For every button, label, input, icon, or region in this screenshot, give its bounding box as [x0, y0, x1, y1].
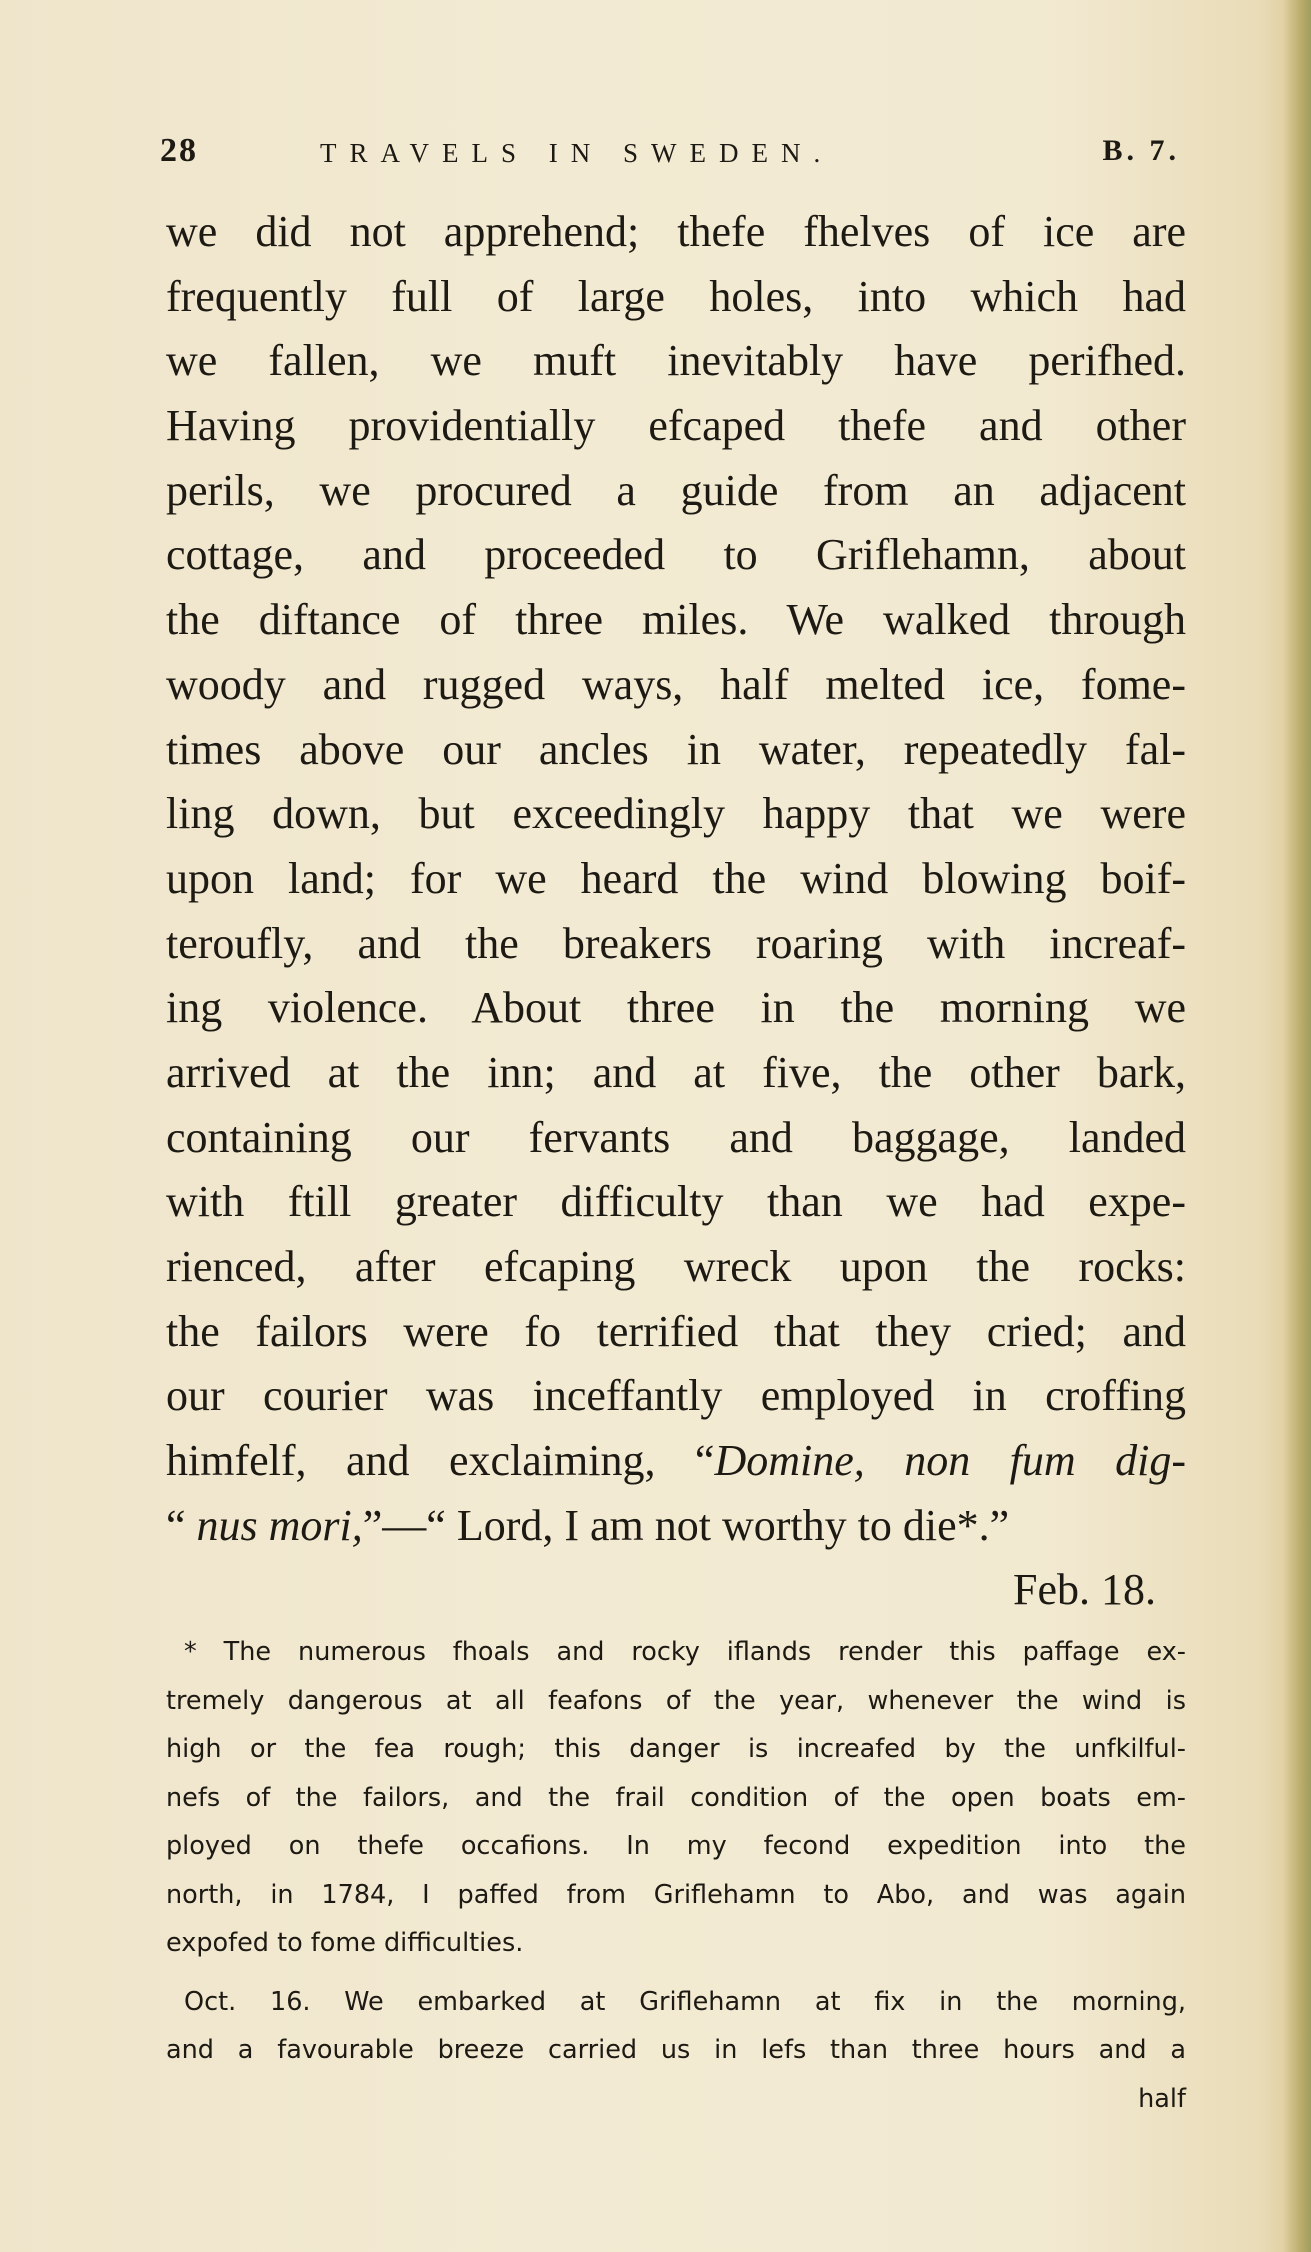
body-line: rienced, after efcaping wreck upon the rocks:: [166, 1242, 1186, 1291]
body-line: woody and rugged ways, half melted ice, fome-: [166, 659, 1186, 709]
body-line: times above our ancles in water, repeatedly fal-: [166, 724, 1186, 774]
quote-text: himfelf, and exclaiming, “: [166, 1436, 715, 1486]
footnote-oct-line: Oct. 16. We embarked at Griflehamn at fix in the morning,: [184, 1986, 1186, 2017]
body-line: Having providentially efcaped thefe and other: [166, 401, 1186, 451]
running-title: TRAVELS IN SWEDEN.: [320, 138, 834, 168]
quote-mark: “: [166, 1500, 197, 1550]
footnote-gap: [166, 1968, 1186, 1978]
date-heading: Feb. 18.: [1013, 1565, 1156, 1615]
running-header: [160, 132, 1180, 180]
page-edge-shadow: [1283, 0, 1311, 2252]
footnote-line: expofed to fome difficulties.: [166, 1928, 524, 1958]
footnote-line: tremely dangerous at all feafons of the year, whenever the wind is: [166, 1685, 1186, 1716]
footnote: [166, 1628, 1186, 2123]
body-line: we fallen, we muft inevitably have perifhed.: [166, 336, 1186, 386]
body-line: the failors were fo terrified that they cried; and: [166, 1306, 1186, 1356]
body-line: upon land; for we heard the wind blowing boif-: [166, 853, 1186, 903]
body-line: our courier was inceffantly employed in croffing: [166, 1371, 1186, 1421]
book-number: B. 7.: [1102, 134, 1180, 167]
body-line: the diftance of three miles. We walked through: [166, 595, 1186, 645]
page-number: 28: [160, 132, 198, 169]
footnote-line: ployed on thefe occafions. In my fecond expedition into the: [166, 1831, 1186, 1861]
body-line: perils, we procured a guide from an adjacent: [166, 465, 1186, 515]
body-line: teroufly, and the breakers roaring with increaf-: [166, 918, 1186, 968]
footnote-oct-line: and a favourable breeze carried us in lefs than three hours and a: [166, 2035, 1186, 2065]
latin-quote-end: nus mori,: [196, 1500, 363, 1550]
footnote-line: high or the fea rough; this danger is increafed by the unfkilful-: [166, 1734, 1186, 1764]
catchword: half: [1138, 2083, 1186, 2114]
body-line-quote-end: [166, 1494, 1186, 1559]
body-line: frequently full of large holes, into which had: [166, 271, 1186, 321]
body-line: with ftill greater difficulty than we had expe-: [166, 1177, 1186, 1227]
body-text: [166, 200, 1186, 1623]
body-line: we did not apprehend; thefe fhelves of ice are: [166, 207, 1186, 256]
body-line-quote: [166, 1429, 1186, 1494]
body-line: ling down, but exceedingly happy that we were: [166, 789, 1186, 839]
latin-quote: Domine, non fum dig-: [714, 1436, 1186, 1486]
body-line: cottage, and proceeded to Griflehamn, about: [166, 530, 1186, 580]
translation-text: ”—“ Lord, I am not worthy to die*.”: [362, 1500, 1010, 1550]
footnote-line: nefs of the failors, and the frail condition of the open boats em-: [166, 1782, 1186, 1813]
body-line: ing violence. About three in the morning we: [166, 983, 1186, 1033]
footnote-line: north, in 1784, I paffed from Griflehamn to Abo, and was again: [166, 1879, 1186, 1910]
footnote-line: * The numerous fhoals and rocky iflands render this paffage ex-: [184, 1637, 1186, 1667]
body-line: containing our fervants and baggage, landed: [166, 1112, 1186, 1162]
body-line: arrived at the inn; and at five, the other bark,: [166, 1047, 1186, 1097]
